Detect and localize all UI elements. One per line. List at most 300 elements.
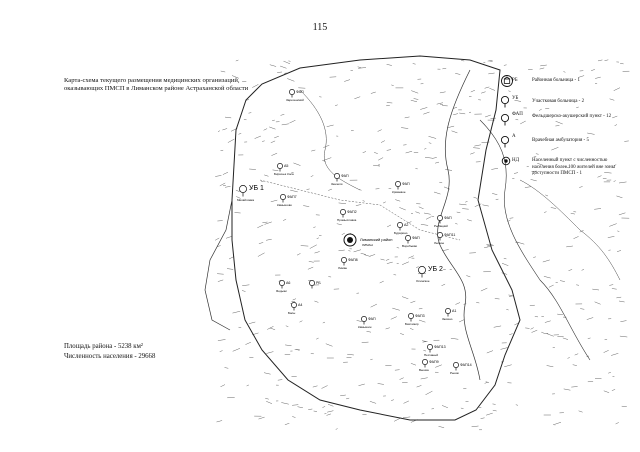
terrain-hatch-mark xyxy=(249,169,256,170)
terrain-hatch-mark xyxy=(284,61,291,64)
terrain-hatch-mark xyxy=(278,380,283,381)
terrain-hatch-mark xyxy=(455,303,460,305)
terrain-hatch-mark xyxy=(346,398,349,399)
terrain-hatch-mark xyxy=(516,405,518,406)
terrain-hatch-mark xyxy=(487,351,493,353)
place-label: Вышка xyxy=(419,368,429,372)
terrain-hatch-mark xyxy=(459,204,466,205)
terrain-hatch-mark xyxy=(297,253,301,255)
terrain-hatch-mark xyxy=(218,340,226,341)
river xyxy=(480,120,590,360)
terrain-hatch-mark xyxy=(406,151,413,153)
terrain-hatch-mark xyxy=(399,207,405,210)
terrain-hatch-mark xyxy=(509,296,513,297)
terrain-hatch-mark xyxy=(221,385,226,387)
terrain-hatch-mark xyxy=(324,158,331,161)
terrain-hatch-mark xyxy=(401,128,408,129)
terrain-hatch-mark xyxy=(313,386,318,387)
legend-code: ФАП xyxy=(512,112,523,117)
terrain-hatch-mark xyxy=(364,255,370,257)
terrain-hatch-mark xyxy=(225,117,231,118)
terrain-hatch-mark xyxy=(509,334,512,335)
terrain-hatch-mark xyxy=(488,73,494,74)
terrain-hatch-mark xyxy=(435,162,439,163)
medical-facility-marker xyxy=(276,280,290,293)
terrain-hatch-mark xyxy=(413,64,416,65)
terrain-hatch-mark xyxy=(337,224,342,225)
terrain-hatch-mark xyxy=(285,423,289,424)
place-label: Зензели xyxy=(331,182,343,186)
terrain-hatch-mark xyxy=(339,250,345,251)
pin-icon xyxy=(340,209,345,214)
terrain-hatch-mark xyxy=(605,60,609,61)
terrain-hatch-mark xyxy=(370,401,376,403)
marker-label: ФАП xyxy=(444,216,452,220)
terrain-hatch-mark xyxy=(476,302,479,303)
terrain-hatch-mark xyxy=(249,113,252,114)
terrain-hatch-mark xyxy=(481,418,485,419)
terrain-hatch-mark xyxy=(493,404,496,405)
terrain-hatch-mark xyxy=(543,260,550,262)
terrain-hatch-mark xyxy=(481,92,486,94)
terrain-hatch-mark xyxy=(258,253,265,257)
terrain-hatch-mark xyxy=(604,391,609,393)
terrain-hatch-mark xyxy=(363,152,366,153)
pin-icon xyxy=(395,181,400,186)
marker-label: ФАП3 xyxy=(415,314,425,318)
terrain-hatch-mark xyxy=(535,316,538,317)
terrain-hatch-mark xyxy=(361,253,366,254)
terrain-hatch-mark xyxy=(262,141,265,142)
terrain-hatch-mark xyxy=(392,308,400,310)
terrain-hatch-mark xyxy=(424,213,431,214)
marker-label: ФАП xyxy=(402,182,410,186)
marker-label: А4 xyxy=(298,303,303,307)
terrain-hatch-mark xyxy=(435,365,442,368)
terrain-hatch-mark xyxy=(569,269,573,270)
terrain-hatch-mark xyxy=(473,148,480,149)
terrain-hatch-mark xyxy=(411,363,416,365)
terrain-hatch-mark xyxy=(547,366,554,367)
terrain-hatch-mark xyxy=(308,267,313,269)
terrain-hatch-mark xyxy=(495,299,500,300)
terrain-hatch-mark xyxy=(391,85,393,86)
terrain-hatch-mark xyxy=(463,388,466,389)
marker-label: УБ 2 xyxy=(428,266,443,273)
terrain-hatch-mark xyxy=(277,72,282,73)
terrain-hatch-mark xyxy=(482,205,488,206)
terrain-hatch-mark xyxy=(322,406,325,407)
terrain-hatch-mark xyxy=(425,157,432,158)
terrain-hatch-mark xyxy=(501,348,508,350)
terrain-hatch-mark xyxy=(439,182,442,183)
terrain-hatch-mark xyxy=(485,382,488,383)
terrain-hatch-mark xyxy=(264,373,271,375)
terrain-hatch-mark xyxy=(440,92,446,93)
terrain-hatch-mark xyxy=(266,352,273,354)
medical-facility-marker xyxy=(237,185,264,202)
terrain-hatch-mark xyxy=(619,213,626,215)
terrain-hatch-mark xyxy=(445,169,452,170)
terrain-hatch-mark xyxy=(609,224,616,227)
legend-code: НД xyxy=(512,158,520,163)
terrain-hatch-mark xyxy=(245,342,251,344)
terrain-hatch-mark xyxy=(378,130,382,132)
terrain-hatch-mark xyxy=(395,370,400,371)
terrain-hatch-mark xyxy=(257,225,263,228)
terrain-hatch-mark xyxy=(465,201,467,202)
terrain-hatch-mark xyxy=(587,133,594,134)
medical-facility-marker xyxy=(434,215,452,228)
target-point xyxy=(344,234,356,246)
terrain-hatch-mark xyxy=(273,170,279,171)
terrain-hatch-mark xyxy=(283,219,286,220)
terrain-hatch-mark xyxy=(582,269,584,270)
terrain-hatch-mark xyxy=(571,213,575,214)
terrain-hatch-mark xyxy=(293,299,296,300)
terrain-hatch-mark xyxy=(342,233,345,235)
place-label: Воробьёво xyxy=(402,244,418,248)
terrain-hatch-mark xyxy=(410,301,415,303)
pin-icon xyxy=(289,89,294,94)
pin-icon xyxy=(427,344,432,349)
terrain-hatch-mark xyxy=(447,126,454,128)
terrain-hatch-mark xyxy=(551,208,556,209)
terrain-hatch-mark xyxy=(303,206,309,207)
pin-icon xyxy=(408,313,413,318)
terrain-hatch-mark xyxy=(563,72,565,73)
terrain-hatch-mark xyxy=(419,207,424,209)
medical-facility-marker xyxy=(424,344,446,357)
place-label: Басы xyxy=(288,311,296,315)
terrain-hatch-mark xyxy=(531,179,537,181)
terrain-hatch-mark xyxy=(380,281,384,283)
place-label: Промысловка xyxy=(337,218,357,222)
terrain-hatch-mark xyxy=(323,322,325,323)
pin-icon xyxy=(334,173,339,178)
terrain-hatch-mark xyxy=(395,200,400,202)
medical-facility-marker xyxy=(394,222,408,235)
marker-label: ФАП xyxy=(368,317,376,321)
medical-facility-marker xyxy=(331,173,349,186)
marker-label: ФАП9 xyxy=(429,360,439,364)
terrain-hatch-mark xyxy=(402,297,408,299)
terrain-hatch-mark xyxy=(221,150,224,151)
marker-label: А1 xyxy=(452,309,457,313)
terrain-hatch-mark xyxy=(489,88,495,90)
terrain-hatch-mark xyxy=(614,181,616,182)
terrain-hatch-mark xyxy=(510,218,514,219)
terrain-hatch-mark xyxy=(439,426,445,427)
place-label: Рынок xyxy=(450,371,459,375)
terrain-hatch-mark xyxy=(264,129,268,131)
pin-icon xyxy=(277,163,282,168)
terrain-hatch-mark xyxy=(381,259,385,260)
medical-facility-marker xyxy=(274,163,294,176)
terrain-hatch-mark xyxy=(247,385,249,386)
terrain-hatch-mark xyxy=(620,321,626,322)
legend-text: Врачебная амбулатория - 5 xyxy=(532,138,589,143)
terrain-hatch-mark xyxy=(508,91,510,92)
terrain-hatch-mark xyxy=(429,136,437,138)
terrain-hatch-mark xyxy=(411,100,417,102)
place-label: Бирючья Коса xyxy=(274,172,294,176)
area-stat: Площадь района - 5238 км² xyxy=(64,343,143,350)
terrain-hatch-mark xyxy=(354,250,361,252)
terrain-hatch-mark xyxy=(502,263,508,266)
terrain-hatch-mark xyxy=(271,141,275,143)
terrain-hatch-mark xyxy=(217,274,224,275)
medical-facility-marker xyxy=(402,235,420,248)
terrain-hatch-mark xyxy=(265,398,269,399)
place-label: Песчаный xyxy=(424,353,439,357)
terrain-hatch-mark xyxy=(517,242,524,244)
legend-code: УБ xyxy=(512,96,519,101)
terrain-hatch-mark xyxy=(218,131,220,132)
terrain-hatch-mark xyxy=(242,291,246,292)
terrain-hatch-mark xyxy=(293,163,300,166)
medical-facility-marker xyxy=(434,232,455,245)
terrain-hatch-mark xyxy=(215,175,221,176)
place-label: Бахтемир xyxy=(405,322,419,326)
terrain-hatch-mark xyxy=(485,87,490,88)
terrain-hatch-mark xyxy=(249,322,255,324)
place-label: Зареченский xyxy=(286,98,304,102)
legend-text: Фельдшерско-акушерский пункт - 12 xyxy=(532,114,612,119)
terrain-hatch-mark xyxy=(269,127,275,129)
terrain-hatch-mark xyxy=(545,195,548,196)
terrain-hatch-mark xyxy=(620,63,624,64)
terrain-hatch-mark xyxy=(619,182,627,183)
terrain-hatch-mark xyxy=(264,175,268,176)
pin-icon xyxy=(437,232,442,237)
terrain-hatch-mark xyxy=(533,257,536,258)
terrain-hatch-mark xyxy=(470,153,474,155)
terrain-hatch-mark xyxy=(457,212,461,213)
terrain-hatch-mark xyxy=(421,378,428,379)
marker-layer xyxy=(237,89,472,375)
terrain-hatch-mark xyxy=(233,348,240,351)
terrain-hatch-mark xyxy=(307,189,310,190)
terrain-hatch-mark xyxy=(619,301,625,302)
terrain-hatch-mark xyxy=(402,262,409,265)
population-stat: Численность населения - 29668 xyxy=(64,353,156,360)
terrain-hatch-mark xyxy=(474,197,478,198)
coastline xyxy=(205,200,232,330)
terrain-hatch-mark xyxy=(259,242,263,243)
terrain-hatch-mark xyxy=(215,238,219,240)
place-label: Бударино xyxy=(394,231,408,235)
terrain-hatch-mark xyxy=(316,338,318,339)
terrain-hatch-mark xyxy=(426,217,431,220)
terrain-hatch-mark xyxy=(605,339,608,340)
terrain-hatch-mark xyxy=(415,212,420,214)
medical-facility-marker xyxy=(337,209,357,222)
terrain-hatch-mark xyxy=(252,84,258,87)
terrain-hatch-mark xyxy=(327,414,331,416)
terrain-hatch-mark xyxy=(414,99,419,100)
terrain-hatch-mark xyxy=(370,359,372,360)
terrain-hatch-mark xyxy=(339,203,346,204)
pin-icon xyxy=(361,316,366,321)
terrain-hatch-mark xyxy=(270,328,275,330)
terrain-hatch-mark xyxy=(442,68,446,69)
terrain-hatch-mark xyxy=(386,259,389,260)
terrain-hatch-mark xyxy=(549,285,554,287)
terrain-hatch-mark xyxy=(328,404,333,406)
medical-facility-marker xyxy=(419,359,439,372)
terrain-hatch-mark xyxy=(440,104,443,105)
terrain-hatch-mark xyxy=(574,236,579,238)
terrain-hatch-mark xyxy=(287,79,294,82)
terrain-hatch-mark xyxy=(432,216,435,217)
medical-facility-marker xyxy=(392,181,410,194)
district-hospital-marker xyxy=(309,280,321,288)
place-label: Лиман xyxy=(338,266,348,270)
terrain-hatch-mark xyxy=(481,288,487,291)
terrain-hatch-mark xyxy=(239,133,242,134)
pin-icon xyxy=(418,266,425,273)
terrain-hatch-mark xyxy=(594,209,601,210)
terrain-hatch-mark xyxy=(400,378,404,380)
terrain-hatch-mark xyxy=(485,115,491,117)
terrain-hatch-mark xyxy=(486,413,493,415)
terrain-hatch-mark xyxy=(613,376,615,377)
terrain-hatch-mark xyxy=(387,64,392,65)
terrain-hatch-mark xyxy=(419,320,425,322)
terrain-hatch-mark xyxy=(315,252,320,254)
terrain-hatch-mark xyxy=(455,223,457,224)
terrain-hatch-mark xyxy=(421,224,428,225)
terrain-hatch-mark xyxy=(566,246,573,247)
terrain-hatch-mark xyxy=(383,202,386,203)
terrain-hatch-mark xyxy=(314,411,317,412)
terrain-hatch-mark xyxy=(520,121,526,124)
terrain-hatch-mark xyxy=(274,136,279,138)
terrain-hatch-mark xyxy=(576,107,579,108)
terrain-hatch-mark xyxy=(424,148,426,149)
marker-label: ФАП xyxy=(412,236,420,240)
terrain-hatch-mark xyxy=(387,225,391,227)
terrain-hatch-mark xyxy=(354,97,360,99)
terrain-hatch-mark xyxy=(336,429,338,430)
terrain-hatch-mark xyxy=(292,405,298,406)
medical-facility-marker xyxy=(450,362,472,375)
terrain-hatch-mark xyxy=(595,302,601,305)
terrain-hatch-mark xyxy=(620,336,627,337)
terrain-hatch-mark xyxy=(612,389,615,390)
terrain-hatch-mark xyxy=(580,309,584,310)
terrain-hatch-mark xyxy=(604,350,609,352)
terrain-hatch-mark xyxy=(323,145,329,147)
terrain-hatch-mark xyxy=(391,400,394,401)
terrain-hatch-mark xyxy=(474,145,481,146)
terrain-hatch-mark xyxy=(301,246,309,247)
terrain-hatch-mark xyxy=(270,65,276,67)
pin-icon xyxy=(437,215,442,220)
terrain-hatch-mark xyxy=(236,60,239,61)
terrain-hatch-mark xyxy=(235,213,241,214)
place-label: Кряжевое xyxy=(392,190,406,194)
terrain-hatch-mark xyxy=(598,60,602,61)
terrain-hatch-mark xyxy=(429,143,432,144)
terrain-hatch-mark xyxy=(557,314,563,315)
terrain-hatch-mark xyxy=(322,386,328,389)
terrain-hatch-mark xyxy=(423,112,429,114)
terrain-hatch-mark xyxy=(386,328,390,329)
terrain-hatch-mark xyxy=(223,172,228,174)
target-point-sublabel: ЛИМАН xyxy=(362,243,373,247)
terrain-hatch-mark xyxy=(544,212,546,213)
medical-facility-marker xyxy=(358,316,376,329)
terrain-hatch-mark xyxy=(228,139,235,143)
medical-facility-marker xyxy=(442,308,456,321)
marker-label: А2 xyxy=(404,223,409,227)
terrain-hatch-mark xyxy=(469,96,472,97)
terrain-hatch-mark xyxy=(236,190,240,192)
terrain-hatch-mark xyxy=(373,165,380,166)
terrain-hatch-mark xyxy=(423,350,426,351)
terrain-hatch-mark xyxy=(227,269,233,270)
terrain-hatch-mark xyxy=(608,236,615,237)
terrain-hatch-mark xyxy=(442,405,448,407)
terrain-hatch-mark xyxy=(547,334,554,337)
terrain-hatch-mark xyxy=(616,297,621,298)
terrain-hatch-mark xyxy=(370,254,375,256)
terrain-hatch-mark xyxy=(311,150,315,151)
terrain-hatch-mark xyxy=(221,71,226,72)
pin-icon xyxy=(309,280,314,285)
place-label: Яндыки xyxy=(276,289,287,293)
medical-facility-marker xyxy=(286,89,304,102)
terrain-hatch-mark xyxy=(493,410,497,411)
terrain-hatch-mark xyxy=(286,326,289,327)
terrain-hatch-mark xyxy=(461,408,464,409)
terrain-hatch-mark xyxy=(422,413,425,414)
page-number: 115 xyxy=(312,22,328,33)
terrain-hatch-mark xyxy=(374,152,378,153)
terrain-hatch-mark xyxy=(310,245,317,249)
terrain-hatch-mark xyxy=(467,220,472,221)
terrain-hatch-mark xyxy=(367,331,372,332)
terrain-hatch-mark xyxy=(611,353,618,355)
terrain-hatch-mark xyxy=(496,199,499,200)
terrain-hatch-mark xyxy=(363,201,365,202)
terrain-hatch-mark xyxy=(532,330,538,332)
place-label: Зюзино xyxy=(442,317,453,321)
terrain-hatch-mark xyxy=(411,91,418,94)
pin-icon xyxy=(280,194,285,199)
place-label: Камышин xyxy=(358,325,372,329)
terrain-hatch-mark xyxy=(545,108,549,109)
terrain-hatch-mark xyxy=(391,317,397,320)
terrain-hatch-mark xyxy=(540,68,545,69)
terrain-hatch-mark xyxy=(327,411,333,413)
terrain-hatch-mark xyxy=(459,113,465,114)
terrain-hatch-mark xyxy=(292,417,295,418)
terrain-hatch-mark xyxy=(516,119,519,120)
terrain-hatch-mark xyxy=(404,401,409,404)
terrain-hatch-mark xyxy=(225,368,229,369)
terrain-hatch-mark xyxy=(381,141,385,143)
medical-facility-marker xyxy=(288,302,302,315)
terrain-hatch-mark xyxy=(442,284,446,286)
terrain-hatch-mark xyxy=(220,351,223,352)
terrain-hatch-mark xyxy=(536,154,539,155)
terrain-hatch-mark xyxy=(551,147,558,150)
terrain-hatch-mark xyxy=(494,326,501,327)
marker-label: ФАП8 xyxy=(348,258,358,262)
